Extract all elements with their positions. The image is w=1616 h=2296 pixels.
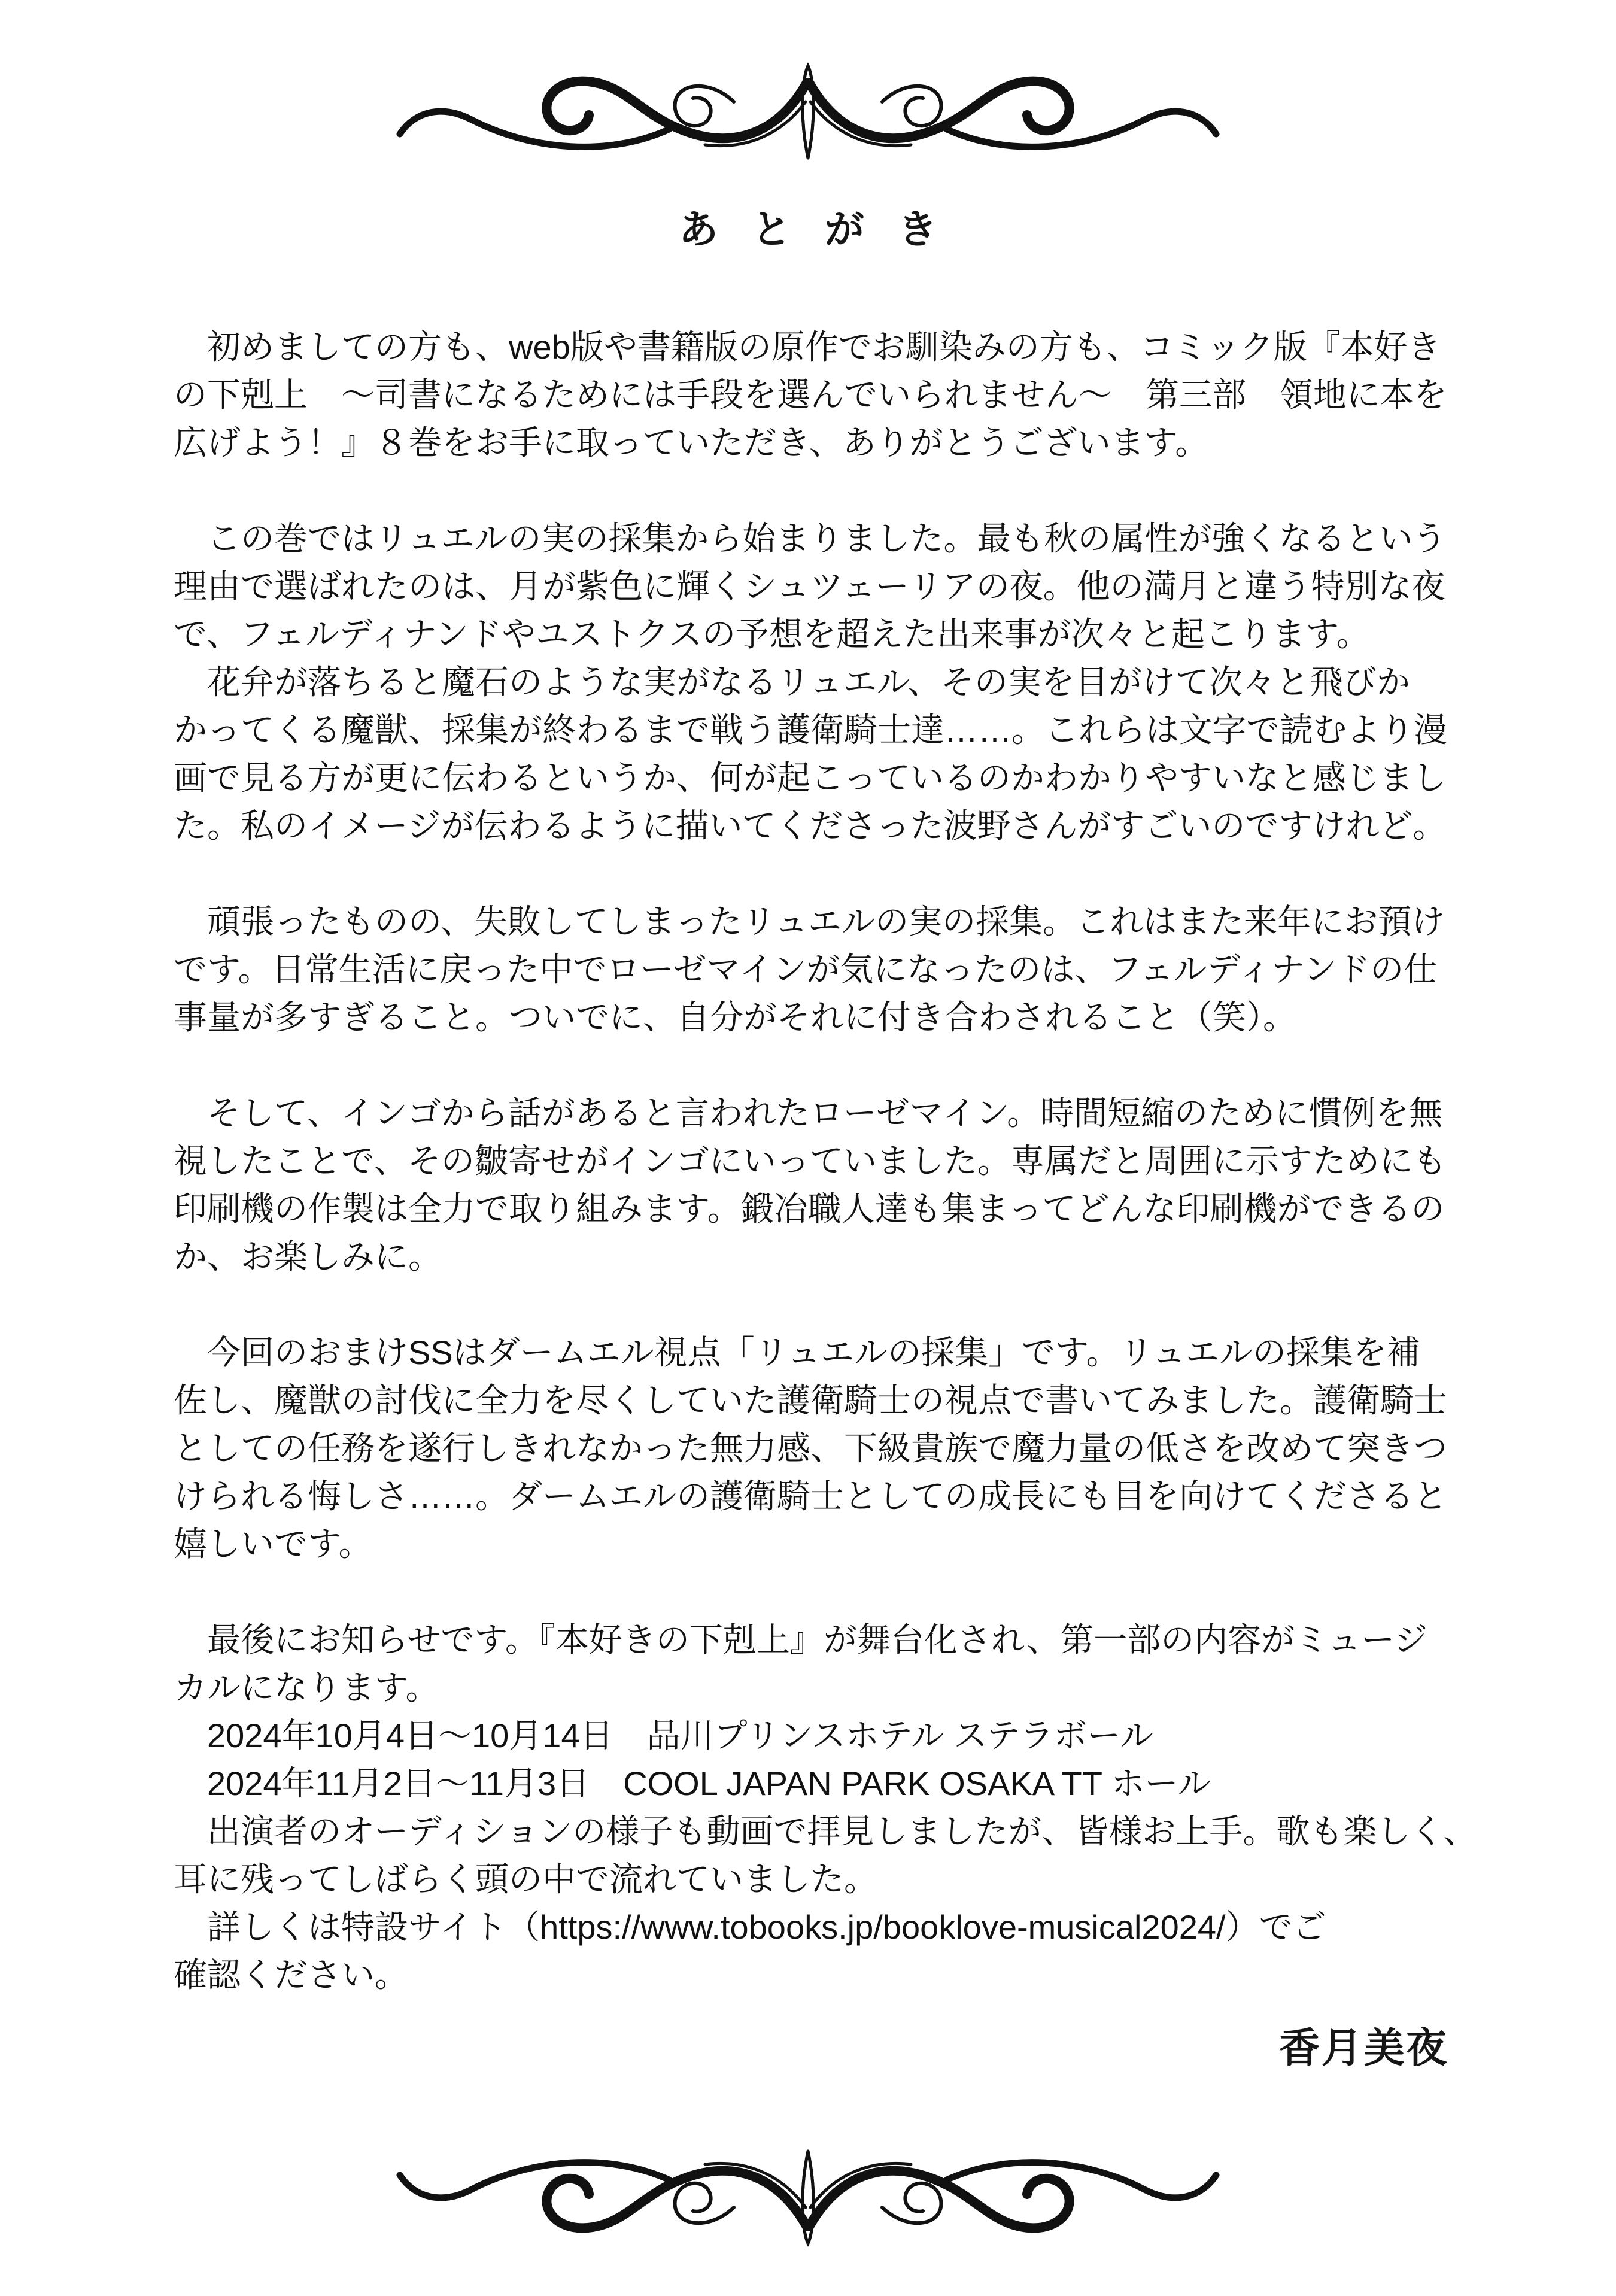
paragraph-block (174, 898, 1448, 1041)
text-line: です。日常生活に戻った中でローゼマインが気になったのは、フェルディナンドの仕 (174, 950, 1438, 988)
text-line: 初めましての方も、web版や書籍版の原作でお馴染みの方も、コミック版『本好き (174, 328, 1441, 366)
text-line: 事量が多すぎること。ついでに、自分がそれに付き合わされること（笑）。 (174, 998, 1296, 1036)
paragraph-block (174, 1329, 1448, 1568)
text-line: 画で見る方が更に伝わるというか、何が起こっているのかわかりやすいなと感じまし (174, 759, 1447, 797)
text-line: 耳に残ってしばらく頭の中で流れていました。 (174, 1860, 877, 1898)
calligraphic-flourish-icon (396, 60, 1220, 162)
text-line: この巻ではリュエルの実の採集から始まりました。最も秋の属性が強くなるという (174, 520, 1447, 557)
text-line: 頑張ったものの、失敗してしまったリュエルの実の採集。これはまた来年にお預け (174, 903, 1445, 940)
text-line: た。私のイメージが伝わるように描いてくださった波野さんがすごいのですけれど。 (174, 807, 1447, 845)
text-line: 広げよう！』８巻をお手に取っていただき、ありがとうございます。 (174, 424, 1209, 461)
text-line: かってくる魔獣、採集が終わるまで戦う護衛騎士達……。これらは文字で読むより漫 (174, 711, 1447, 749)
page-title: あとがき (678, 207, 971, 251)
text-line: 確認ください。 (174, 1956, 408, 1994)
text-line: 花弁が落ちると魔石のような実がなるリュエル、その実を目がけて次々と飛びか (174, 663, 1410, 701)
text-line: の下剋上 〜司書になるためには手段を選んでいられません〜 第三部 領地に本を (174, 376, 1447, 414)
text-line: 出演者のオーディションの様子も動画で拝見しましたが、皆様お上手。歌も楽しく、 (174, 1812, 1477, 1850)
text-line: で、フェルディナンドやユストクスの予想を超えた出来事が次々と起こります。 (174, 615, 1370, 653)
paragraph-block (174, 1089, 1448, 1281)
text-line: 佐し、魔獣の討伐に全力を尽くしていた護衛騎士の視点で書いてみました。護衛騎士 (174, 1381, 1447, 1419)
text-line: けられる悔しさ……。ダームエルの護衛騎士としての成長にも目を向けてくださると (174, 1477, 1447, 1515)
text-line: カルになります。 (174, 1669, 439, 1706)
text-line: 最後にお知らせです。『本好きの下剋上』が舞台化され、第一部の内容がミュージ (174, 1621, 1427, 1659)
author-signature: 香月美夜 (1279, 2025, 1448, 2071)
calligraphic-flourish-icon (396, 2148, 1220, 2249)
text-line: としての任務を遂行しきれなかった無力感、下級貴族で魔力量の低さを改めて突きつ (174, 1429, 1447, 1467)
text-line: 詳しくは特設サイト（https://www.tobooks.jp/booklove-musical2024/）でご (174, 1908, 1326, 1946)
paragraph-block (174, 323, 1448, 467)
text-line: 印刷機の作製は全力で取り組みます。鍛冶職人達も集まってどんな印刷機ができるの (174, 1190, 1445, 1228)
afterword-body (174, 323, 1477, 1999)
text-line: 嬉しいです。 (174, 1525, 372, 1563)
text-line: そして、インゴから話があると言われたローゼマイン。時間短縮のために慣例を無 (174, 1094, 1443, 1132)
text-line: か、お楽しみに。 (174, 1238, 442, 1275)
paragraph-block (174, 1616, 1477, 1999)
text-line: 今回のおまけSSはダームエル視点「リュエルの採集」です。リュエルの採集を補 (174, 1334, 1420, 1371)
paragraph-block (174, 515, 1448, 850)
text-line: 視したことで、その皺寄せがインゴにいっていました。専属だと周囲に示すためにも (174, 1142, 1447, 1180)
text-line: 2024年11月2日〜11月3日 COOL JAPAN PARK OSAKA TT ホール (174, 1764, 1211, 1802)
text-line: 理由で選ばれたのは、月が紫色に輝くシュツェーリアの夜。他の満月と違う特別な夜 (174, 567, 1445, 605)
text-line: 2024年10月4日〜10月14日 品川プリンスホテル ステラボール (174, 1717, 1154, 1754)
